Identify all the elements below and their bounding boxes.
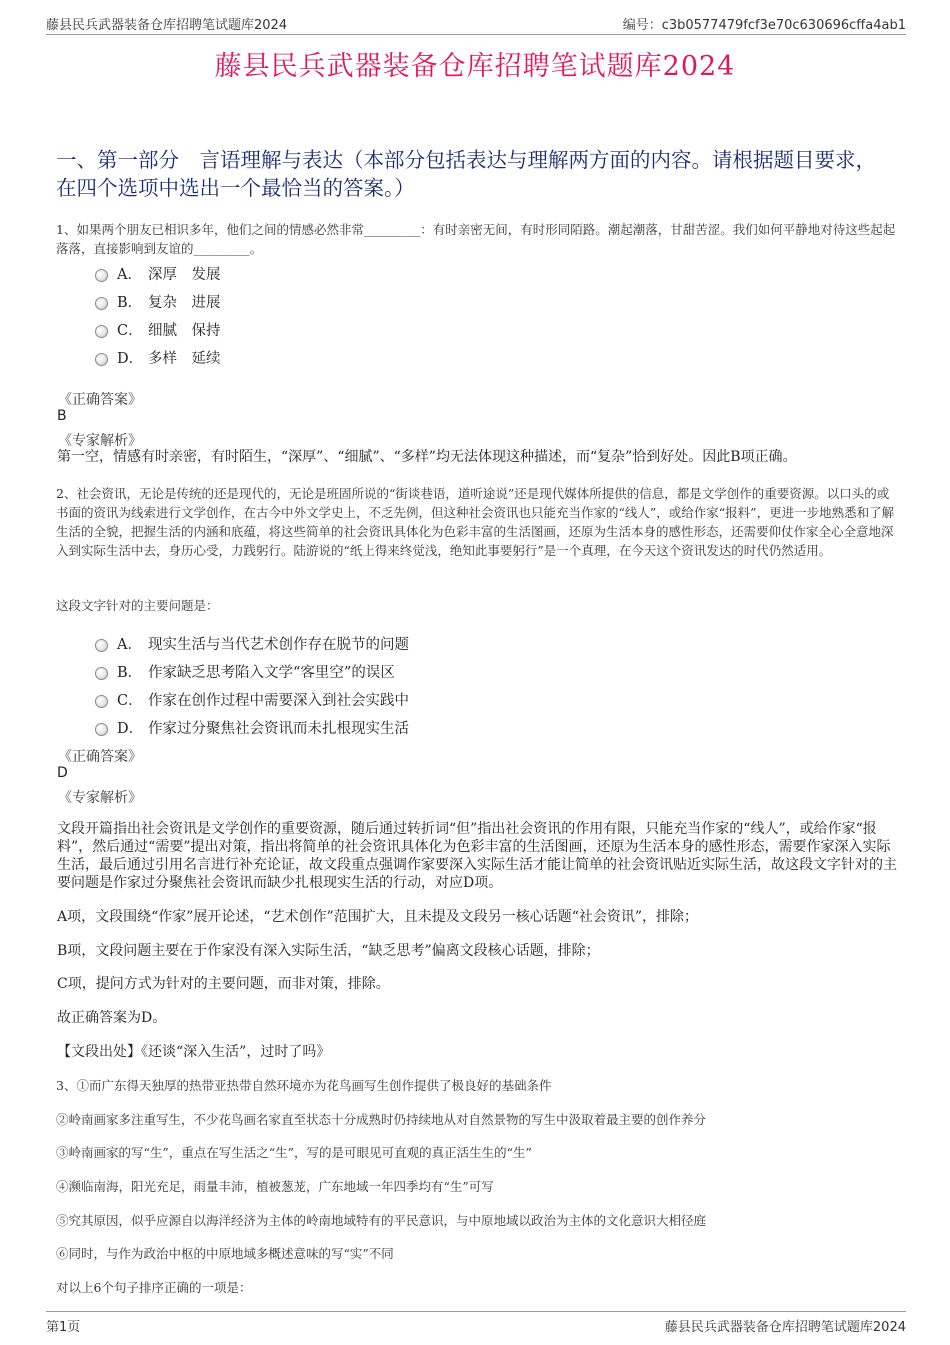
option-letter: A． — [117, 637, 142, 653]
option-letter: D． — [117, 721, 144, 737]
q1-answer: B — [57, 408, 67, 424]
page-title: 藤县民兵武器装备仓库招聘笔试题库2024 — [214, 51, 736, 82]
q1-analysis-label: 《专家解析》 — [58, 433, 142, 449]
radio-icon[interactable] — [95, 667, 108, 680]
radio-icon[interactable] — [95, 723, 108, 736]
radio-icon[interactable] — [95, 269, 108, 282]
radio-icon[interactable] — [95, 639, 108, 652]
option-text: 现实生活与当代艺术创作存在脱节的问题 — [148, 637, 409, 653]
radio-icon[interactable] — [95, 325, 108, 338]
q2-answer: D — [57, 765, 68, 781]
q2-analysis-label: 《专家解析》 — [58, 790, 142, 806]
q3-sentence-3: ③岭南画家的写“生”，重点在写生活之“生”，写的是可眼见可直观的真正活生生的“生” — [56, 1145, 532, 1160]
q3-sentence-5: ⑤究其原因，似乎应源自以海洋经济为主体的岭南地域特有的平民意识，与中原地域以政治为主体的文化意识大相径庭 — [56, 1213, 707, 1228]
footer-page-number: 第1页 — [46, 1320, 81, 1335]
footer-doc-title: 藤县民兵武器装备仓库招聘笔试题库2024 — [664, 1320, 906, 1335]
question-2-stem: 2、社会资讯，无论是传统的还是现代的，无论是班固所说的“街谈巷语，道听途说”还是现代媒体所提供的信息，都是文学创作的重要资源。以口头的或书面的资讯为线索进行文学创作，在古今中外文学史上，不乏先例，但这种社会资讯也只能充当作家的“线人”，或给作家“报料”，更进一步地熟悉和了解生活的全貌，把握生活的内涵和底蕴，将这些简单的社会资讯具体化为色彩丰富的生活图画，还原为生活本身的感性形态，还需要仰仗作家全心全意地深入到实际生活中去，身历心受，力践躬行。陆游说的“纸上得来终觉浅，绝知此事要躬行”是一个真理，在今天这个资讯发达的时代仍然适用。 — [56, 486, 895, 558]
q2-option-a[interactable] — [95, 633, 409, 654]
option-letter: B． — [117, 295, 143, 311]
option-letter: D． — [117, 351, 144, 367]
option-text: 深厚 发展 — [148, 267, 221, 283]
q2-point-a: A项，文段围绕“作家”展开论述，“艺术创作”范围扩大，且未提及文段另一核心话题“社会资讯”，排除； — [57, 909, 699, 925]
q1-option-b[interactable] — [95, 291, 221, 312]
option-letter: A． — [117, 267, 142, 283]
question-1-stem: 1、如果两个朋友已相识多年，他们之间的情感必然非常_________：有时亲密无间，有时形同陌路。潮起潮落，甘甜苦涩。我们如何平静地对待这些起起落落，直接影响到友谊的_________。 — [56, 222, 896, 256]
option-text: 作家在创作过程中需要深入到社会实践中 — [148, 693, 409, 709]
q3-sentence-1: 3、①而广东得天独厚的热带亚热带自然环境亦为花鸟画写生创作提供了极良好的基础条件 — [56, 1078, 552, 1093]
option-text: 细腻 保持 — [148, 323, 221, 339]
q3-sentence-6: ⑥同时，与作为政治中枢的中原地域多概述意味的写“实”不同 — [56, 1246, 394, 1261]
q1-option-c[interactable] — [95, 319, 221, 340]
option-text: 多样 延续 — [148, 351, 221, 367]
radio-icon[interactable] — [95, 695, 108, 708]
q2-answer-label: 《正确答案》 — [58, 749, 142, 765]
question-2-prompt: 这段文字针对的主要问题是： — [56, 598, 219, 613]
q2-analysis: 文段开篇指出社会资讯是文学创作的重要资源，随后通过转折词“但”指出社会资讯的作用有限，只能充当作家的“线人”，或给作家“报料”，然后通过“需要”提出对策，指出将简单的社会资讯具体化为色彩丰富的生活图画，还原为生活本身的感性形态，需要作家深入实际生活，最后通过引用名言进行补充论证，故文段重点强调作家要深入实际生活才能让简单的社会资讯贴近实际生活，故这段文字针对的主要问题是作家过分聚焦社会资讯而缺少扎根现实生活的行动，对应D项。 — [57, 821, 897, 891]
q3-sentence-4: ④濒临南海，阳光充足，雨量丰沛，植被葱茏，广东地域一年四季均有“生”可写 — [56, 1179, 494, 1194]
option-text: 作家缺乏思考陷入文学“客里空”的误区 — [148, 665, 395, 681]
q1-option-a[interactable] — [95, 263, 221, 284]
page-header — [46, 12, 906, 35]
section-heading: 一、第一部分 言语理解与表达（本部分包括表达与理解两方面的内容。请根据题目要求，在四个选项中选出一个最恰当的答案。） — [56, 148, 876, 200]
header-doc-title: 藤县民兵武器装备仓库招聘笔试题库2024 — [46, 18, 288, 33]
option-letter: C． — [117, 693, 143, 709]
page-footer — [46, 1311, 906, 1336]
q2-option-b[interactable] — [95, 661, 395, 682]
q1-option-d[interactable] — [95, 347, 221, 368]
option-text: 复杂 进展 — [148, 295, 221, 311]
q2-option-c[interactable] — [95, 689, 409, 710]
q1-answer-label: 《正确答案》 — [58, 392, 142, 408]
header-doc-number: 编号：c3b0577479fcf3e70c630696cffa4ab1 — [622, 18, 906, 33]
option-text: 作家过分聚焦社会资讯而未扎根现实生活 — [148, 721, 409, 737]
radio-icon[interactable] — [95, 297, 108, 310]
q2-point-c: C项，提问方式为针对的主要问题，而非对策，排除。 — [57, 976, 390, 992]
option-letter: B． — [117, 665, 143, 681]
q2-conclusion: 故正确答案为D。 — [57, 1010, 167, 1026]
option-letter: C． — [117, 323, 143, 339]
question-3-prompt: 对以上6个句子排序正确的一项是： — [56, 1280, 252, 1295]
q1-analysis: 第一空，情感有时亲密，有时陌生，“深厚”、“细腻”、“多样”均无法体现这种描述，而“复杂”恰到好处。因此B项正确。 — [57, 449, 797, 465]
q3-sentence-2: ②岭南画家多注重写生，不少花鸟画名家直至状态十分成熟时仍持续地从对自然景物的写生中汲取着最主要的创作养分 — [56, 1112, 707, 1127]
q2-source: 【文段出处】《还谈“深入生活”，过时了吗》 — [57, 1044, 331, 1060]
q2-option-d[interactable] — [95, 717, 409, 738]
q2-point-b: B项，文段问题主要在于作家没有深入实际生活，“缺乏思考”偏离文段核心话题，排除； — [57, 943, 600, 959]
radio-icon[interactable] — [95, 353, 108, 366]
